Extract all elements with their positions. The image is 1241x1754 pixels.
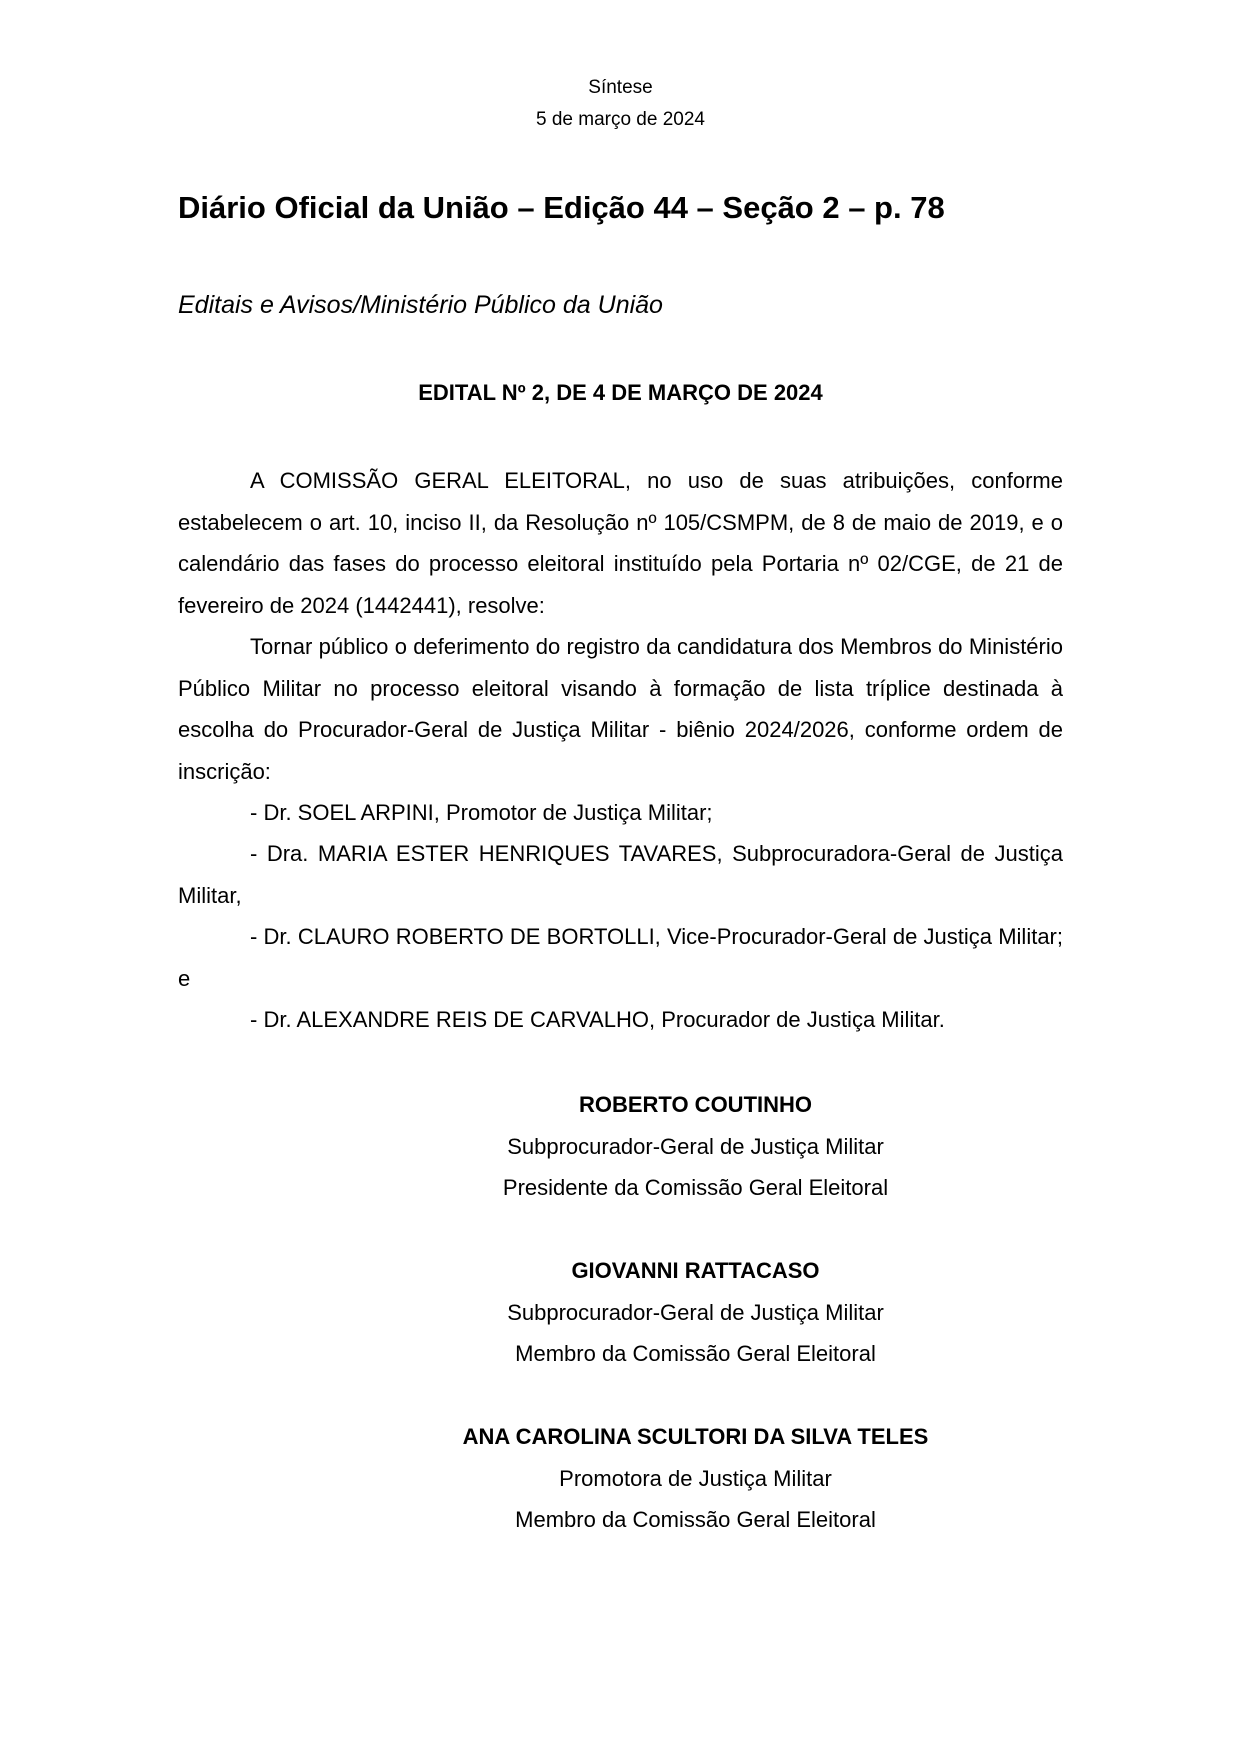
signatory-role: Promotora de Justiça Militar	[559, 1465, 832, 1491]
signatory-role: Membro da Comissão Geral Eleitoral	[515, 1507, 876, 1532]
signatory-role: Subprocurador-Geral de Justiça Militar	[507, 1299, 884, 1325]
candidate-list-item	[178, 833, 1063, 916]
candidate-list-item	[178, 999, 1063, 1041]
signature-block	[75, 1250, 1241, 1375]
signatory-name: ANA CAROLINA SCULTORI DA SILVA TELES	[462, 1424, 929, 1449]
signatory-name: GIOVANNI RATTACASO	[571, 1258, 820, 1283]
signatory-role: Presidente da Comissão Geral Eleitoral	[502, 1175, 889, 1200]
paragraph-intro	[178, 460, 1063, 626]
header-date: 5 de março de 2024	[535, 109, 705, 130]
header-label: Síntese	[588, 77, 653, 98]
publication-title: Diário Oficial da União – Edição 44 – Seção 2 – p. 78	[178, 190, 945, 225]
paragraph-resolution-text: Tornar público o deferimento do registro da candidatura dos Membros do Ministério Público Militar no processo eleitoral visando à formação de lista tríplice destinada à escolha do Procurador-Geral de Justiça Militar - biênio 2024/2026, conforme ordem de inscrição:	[178, 634, 1063, 784]
signatory-role: Membro da Comissão Geral Eleitoral	[515, 1341, 876, 1366]
candidate-list-item	[178, 916, 1063, 999]
signature-block	[75, 1084, 1241, 1209]
candidate-text: - Dra. MARIA ESTER HENRIQUES TAVARES, Subprocuradora-Geral de Justiça Militar,	[178, 841, 1063, 908]
paragraph-intro-text: A COMISSÃO GERAL ELEITORAL, no uso de suas atribuições, conforme estabelecem o art. 10, inciso II, da Resolução nº 105/CSMPM, de 8 de maio de 2019, e o calendário das fases do processo eleitoral instituído pela Portaria nº 02/CGE, de 21 de fevereiro de 2024 (1442441), resolve:	[178, 468, 1063, 618]
candidate-list-item	[178, 792, 1063, 834]
candidate-text: - Dr. SOEL ARPINI, Promotor de Justiça Militar;	[250, 800, 713, 825]
signatory-role: Subprocurador-Geral de Justiça Militar	[507, 1133, 884, 1159]
paragraph-resolution	[178, 626, 1063, 792]
publication-section: Editais e Avisos/Ministério Público da União	[178, 291, 663, 319]
signatory-name: ROBERTO COUTINHO	[578, 1092, 813, 1117]
candidate-text: - Dr. CLAURO ROBERTO DE BORTOLLI, Vice-Procurador-Geral de Justiça Militar; e	[178, 924, 1063, 991]
signature-block	[75, 1416, 1241, 1541]
edital-title: EDITAL Nº 2, DE 4 DE MARÇO DE 2024	[418, 380, 823, 405]
candidate-text: - Dr. ALEXANDRE REIS DE CARVALHO, Procurador de Justiça Militar.	[250, 1007, 945, 1032]
